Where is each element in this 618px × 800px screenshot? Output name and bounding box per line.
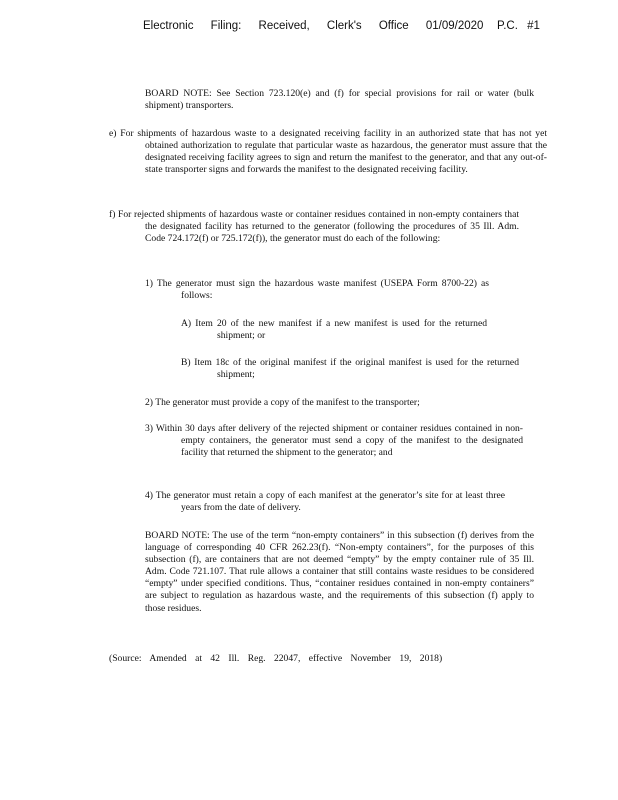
subitem-3: 3) Within 30 days after delivery of the rejected shipment or container residues contained in non-empty containers, the generator must send a copy of the manifest to the designated facility that returned the shipment to the generator; and	[145, 423, 523, 459]
board-note-2: BOARD NOTE: The use of the term “non-empty containers” in this subsection (f) derives from the language of corresponding 40 CFR 262.23(f). “Non-empty containers”, for the purposes of this subsection (f), are containers that are not deemed “empty” by the empty container rule of 35 Ill. Adm. Code 721.107. That rule allows a container that still contains waste residues to be considered “empty” under specified conditions. Thus, “container residues contained in non-empty containers” are subject to regulation as hazardous waste, and the requirements of this subsection (f) apply to those residues.	[145, 530, 534, 614]
item-e: e) For shipments of hazardous waste to a designated receiving facility in an authorized state that has not yet obtained authorization to regulate that particular waste as hazardous, the generator must assure that the designated receiving facility agrees to sign and return the manifest to the generator, and that any out-of-state transporter signs and forwards the manifest to the designated receiving facility.	[109, 128, 547, 176]
subitem-4: 4) The generator must retain a copy of each manifest at the generator’s site for at least three years from the date of delivery.	[145, 490, 505, 514]
subitem-1: 1) The generator must sign the hazardous waste manifest (USEPA Form 8700-22) as follows:	[145, 278, 489, 302]
subitem-1-b: B) Item 18c of the original manifest if the original manifest is used for the returned shipment;	[181, 357, 519, 381]
subitem-1-a: A) Item 20 of the new manifest if a new manifest is used for the returned shipment; or	[181, 318, 487, 342]
board-note-1: BOARD NOTE: See Section 723.120(e) and (f) for special provisions for rail or water (bulk shipment) transporters.	[145, 88, 534, 112]
source-note: (Source: Amended at 42 Ill. Reg. 22047, effective November 19, 2018)	[109, 653, 443, 664]
filing-stamp: Electronic Filing: Received, Clerk's Office 01/09/2020	[143, 20, 484, 32]
item-f: f) For rejected shipments of hazardous waste or container residues contained in non-empty containers that the designated facility has returned to the generator (following the procedures of 35 Ill. Adm. Code 724.172(f) or 725.172(f)), the generator must do each of the following:	[109, 209, 519, 245]
subitem-2: 2) The generator must provide a copy of the manifest to the transporter;	[145, 397, 420, 408]
pc-number: P.C. #1	[497, 20, 540, 32]
